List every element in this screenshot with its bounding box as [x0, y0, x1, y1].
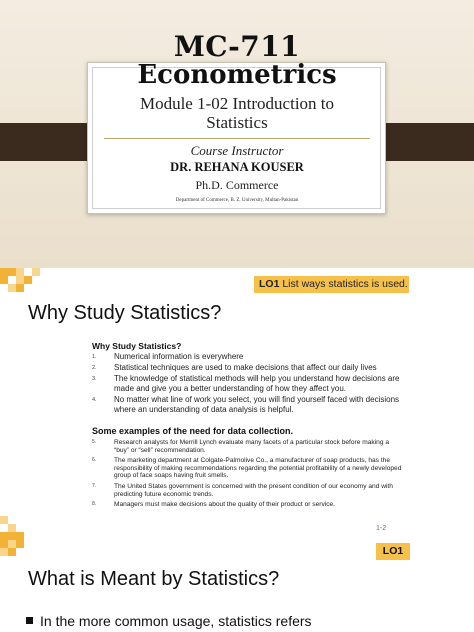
- decor-square: [16, 268, 24, 276]
- course-title: Econometrics: [137, 60, 337, 90]
- decor-square: [0, 540, 8, 548]
- why-heading: Why Study Statistics?: [92, 341, 182, 351]
- learning-objective-banner: [254, 276, 409, 293]
- why-list: [92, 352, 402, 416]
- module-title-line1: Module 1-02 Introduction to: [139, 94, 335, 113]
- decor-square: [16, 276, 24, 284]
- list-item-text: The knowledge of statistical methods will help you understand how decisions are made and give you a better understanding of how they affect you.: [114, 374, 400, 393]
- instructor-label: Course Instructor: [190, 143, 284, 158]
- list-item-number: 6.: [92, 457, 97, 464]
- list-item: [92, 483, 402, 498]
- list-item-number: 7.: [92, 482, 97, 489]
- decor-square: [0, 532, 8, 540]
- what-is-statistics-slide: [0, 540, 474, 632]
- decor-square: [8, 524, 16, 532]
- instructor-degree: Ph.D. Commerce: [195, 178, 279, 192]
- decor-square: [16, 540, 24, 548]
- title-slide: [0, 0, 474, 268]
- decor-square: [32, 268, 40, 276]
- decor-square: [8, 548, 16, 556]
- list-item: [92, 363, 402, 373]
- module-title-line2: Statistics: [206, 113, 268, 132]
- list-item: [92, 374, 402, 394]
- decor-square: [0, 516, 8, 524]
- list-item: [92, 439, 402, 454]
- list-item: [92, 352, 402, 362]
- why-study-slide: [0, 268, 474, 540]
- list-item-number: 2.: [92, 365, 97, 371]
- decor-square: [8, 540, 16, 548]
- decor-square: [24, 276, 32, 284]
- list-item-text: The United States government is concerned with the present condition of our economy and with predicting future economic trends.: [114, 482, 393, 498]
- instructor-name: DR. REHANA KOUSER: [170, 160, 304, 174]
- instructor-department: Department of Commerce, B. Z. University, Multan-Pakistan: [175, 198, 299, 203]
- bullet-text: In the more common usage, statistics refers: [40, 613, 312, 629]
- decor-square: [8, 532, 16, 540]
- list-item: [92, 457, 402, 480]
- lo-code: LO1: [259, 278, 280, 290]
- list-item-text: Statistical techniques are used to make decisions that affect our daily lives: [114, 363, 377, 372]
- decor-square: [8, 284, 16, 292]
- learning-objective-badge: LO1: [376, 543, 410, 560]
- slide-title: Why Study Statistics?: [28, 302, 222, 324]
- course-code: MC-711: [173, 30, 301, 63]
- list-item-number: 8.: [92, 501, 97, 508]
- list-item-text: Numerical information is everywhere: [114, 352, 244, 361]
- list-item-text: The marketing department at Colgate-Palmolive Co., a manufacturer of soap products, has the responsibility of making recommendations regarding the potential profitability of a newly developed group of face soaps having fruit smells.: [114, 457, 402, 480]
- examples-heading: Some examples of the need for data collection.: [92, 426, 294, 436]
- slide-title: What is Meant by Statistics?: [28, 568, 280, 590]
- examples-list: [92, 439, 402, 512]
- list-item: [92, 501, 402, 509]
- square-bullet-icon: [26, 617, 33, 624]
- bullet-item: [26, 613, 312, 629]
- page-number: 1-2: [376, 525, 387, 532]
- list-item: [92, 395, 402, 415]
- decor-square: [16, 532, 24, 540]
- list-item-number: 3.: [92, 376, 97, 382]
- decor-square: [0, 268, 8, 276]
- title-divider: [104, 138, 370, 139]
- list-item-number: 4.: [92, 397, 97, 403]
- decor-square: [0, 276, 8, 284]
- list-item-text: Managers must make decisions about the quality of their product or service.: [114, 501, 336, 509]
- decor-square: [0, 548, 8, 556]
- list-item-number: 1.: [92, 354, 97, 360]
- list-item-number: 5.: [92, 439, 97, 445]
- lo-text: List ways statistics is used.: [279, 278, 408, 290]
- decor-square: [8, 268, 16, 276]
- list-item-text: Research analysts for Merrill Lynch evaluate many facets of a particular stock before making a “buy” or “sell” recommendation.: [114, 439, 389, 454]
- list-item-text: No matter what line of work you select, you will find yourself faced with decisions where an understanding of data analysis is helpful.: [114, 395, 400, 414]
- decor-square: [16, 284, 24, 292]
